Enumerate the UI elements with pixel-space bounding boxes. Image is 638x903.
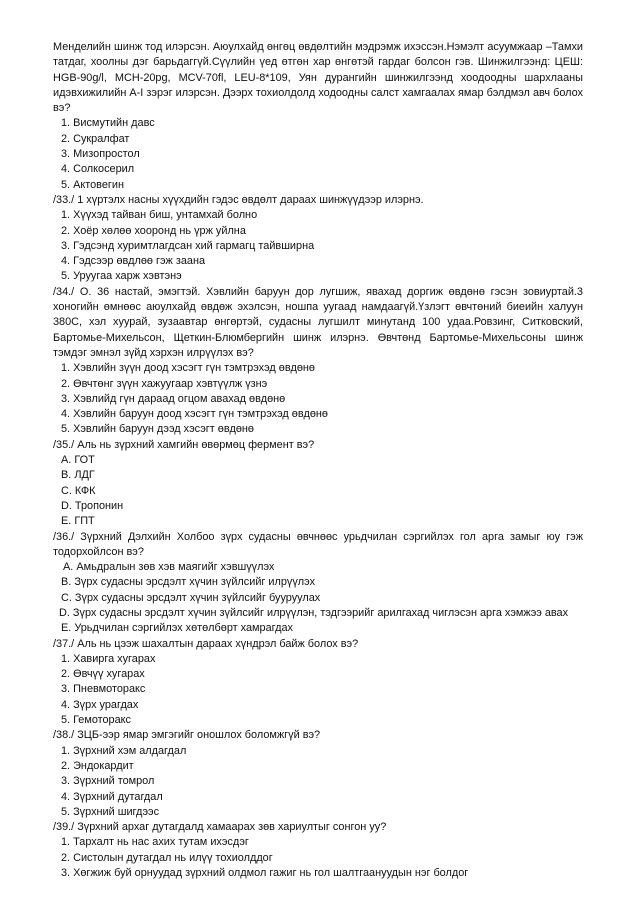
answer-option: 2. Өвчүү хугарах bbox=[61, 668, 145, 681]
answer-option: C. КФК bbox=[61, 484, 96, 497]
case-description: Менделийн шинж тод илэрсэн. Аюулхайд өнгөц өвдөлтийн мэдрэмж ихэссэн.Нэмэлт асуумжаар –Тамхи татдаг, хоолны дэг барьдаггүй.Сүүлийн үед өтгөн хар өнгөтэй гардаг болсон гэв. Шинжилгээнд: ЦЕШ: HGB-90g/l, MCH-20pg, MCV-70fl, LEU-8*109, Уян дурангийн шинжилгээнд хоодоодны шархлааны идэвхижилийн A-I зэрэг илэрсэн. Дээрх тохиолдолд ходоодны салст хамгаалах ямар бэлдмэл авч болох вэ? bbox=[53, 41, 583, 115]
answer-option: C. Зүрх судасны эрсдэлт хүчин зүйлсийг бууруулах bbox=[61, 591, 321, 604]
answer-option: B. ЛДГ bbox=[61, 469, 95, 482]
answer-option: 4. Солкосерил bbox=[61, 163, 135, 176]
answer-option: 1. Висмутийн давс bbox=[61, 117, 155, 130]
answer-option: 4. Хэвлийн баруун доод хэсэгт гүн тэмтрэхэд өвдөнө bbox=[61, 408, 328, 421]
answer-option: 3. Пневмоторакс bbox=[61, 683, 146, 696]
answer-option: 4. Зүрхний дутагдал bbox=[61, 790, 163, 803]
answer-option: B. Зүрх судасны эрсдэлт хүчин зүйлсийг илрүүлэх bbox=[61, 576, 316, 589]
answer-option-d bbox=[53, 606, 583, 621]
answer-option: 2. Эндокардит bbox=[61, 759, 134, 772]
answer-option: 1. Хүүхэд тайван биш, унтамхай болно bbox=[61, 209, 258, 222]
answer-option: A. ГОТ bbox=[61, 454, 95, 467]
question-33: /33./ 1 хүртэлх насны хүүхдийн гэдэс өвдөлт дараах шинжүүдээр илэрнэ. bbox=[53, 193, 424, 206]
document-page bbox=[53, 40, 583, 881]
question-39: /39./ Зүрхний архаг дутагдалд хамаарах зөв хариултыг сонгон уу? bbox=[53, 821, 387, 834]
answer-option: 3. Зүрхний томрол bbox=[61, 775, 155, 788]
question-37: /37./ Аль нь цээж шахалтын дараах хүндрэл байж болох вэ? bbox=[53, 637, 359, 650]
answer-option: 2. Хоёр хөлөө хооронд нь үрж уйлна bbox=[61, 224, 246, 237]
answer-option: 2. Сукралфат bbox=[61, 132, 130, 145]
answer-option: 3. Хөгжиж буй орнуудад зүрхний олдмол гажиг нь гол шалтгаануудын нэг болдог bbox=[61, 867, 469, 880]
answer-option: 5. Зүрхний шигдээс bbox=[61, 805, 160, 818]
answer-option: 2. Систолын дутагдал нь илүү тохиолддог bbox=[61, 851, 273, 864]
answer-option: 1. Зүрхний хэм алдагдал bbox=[61, 744, 187, 757]
answer-option: 4. Гэдсээр өвдлөө гэж заана bbox=[61, 255, 206, 268]
answer-option: 5. Гемоторакс bbox=[61, 714, 132, 727]
answer-option: 5. Уруугаа харж хэвтэнэ bbox=[61, 270, 182, 283]
answer-option: E. ГПТ bbox=[61, 515, 95, 528]
answer-option: 1. Тархалт нь нас ахих тутам ихэсдэг bbox=[61, 836, 249, 849]
question-36: /36./ Зүрхний Дэлхийн Холбоо зүрх судасны өвчнөөс урьдчилан сэргийлэх гол арга замыг юу гэж тодорхойлсон вэ? bbox=[53, 530, 583, 558]
question-35: /35./ Аль нь зүрхний хамгийн өвөрмөц фермент вэ? bbox=[53, 438, 315, 451]
answer-option: D. Тропонин bbox=[61, 499, 124, 512]
question-34: /34./ О. 36 настай, эмэгтэй. Хэвлийн баруун дор лугшиж, явахад доргиж өвдөнө гэсэн зовиуртай.3 хоногийн өмнөөс аюулхайд өвдөж эхэлсэн, ношпа уугаад намдаагүй.Үзлэгт өвчтөний биеийн халуун 380С, хэл хуурай, зузаавтар өнгөртэй, судасны лугшилт минутанд 100 удаа.Ровзинг, Ситковский, Бартомье-Михельсон, Щеткин-Блюмбергийн шинж илэрнэ. Өвчтөнд Бартомье-Михельсоны шинж тэмдэг эмнэл зүйд хэрхэн илрүүлэх вэ? bbox=[53, 285, 583, 359]
answer-option: 3. Гэдсэнд хуримтлагдсан хий гармагц тайвширна bbox=[61, 239, 315, 252]
answer-option: A. Амьдралын зөв хэв маягийг хэвшүүлэх bbox=[63, 561, 275, 574]
question-38: /38./ ЗЦБ-ээр ямар эмгэгийг оношлох боломжгүй вэ? bbox=[53, 729, 321, 742]
answer-option: 2. Өвчтөнг зүүн хажуугаар хэвтүүлж үзнэ bbox=[61, 377, 268, 390]
answer-option: 5. Актовегин bbox=[61, 178, 124, 191]
intro-options bbox=[53, 116, 583, 192]
answer-option: E. Урьдчилан сэргийлэх хөтөлбөрт хамрагдах bbox=[61, 622, 293, 635]
answer-option: 1. Хавирга хугарах bbox=[61, 652, 156, 665]
answer-option-d-text: D. Зүрх судасны эрсдэлт хүчин зүйлсийг илрүүлэн, тэдгээрийг арилгахад чиглэсэн арга хэмжээ авах bbox=[59, 606, 569, 619]
answer-option: 3. Мизопростол bbox=[61, 148, 140, 161]
answer-option: 1. Хэвлийн зүүн доод хэсэгт гүн тэмтрэхэд өвдөнө bbox=[61, 362, 315, 375]
answer-option: 4. Зүрх урагдах bbox=[61, 698, 139, 711]
answer-option: 5. Хэвлийн баруун дээд хэсэгт өвдөнө bbox=[61, 423, 254, 436]
answer-option: 3. Хэвлийд гүн дараад огцом авахад өвдөнө bbox=[61, 392, 286, 405]
